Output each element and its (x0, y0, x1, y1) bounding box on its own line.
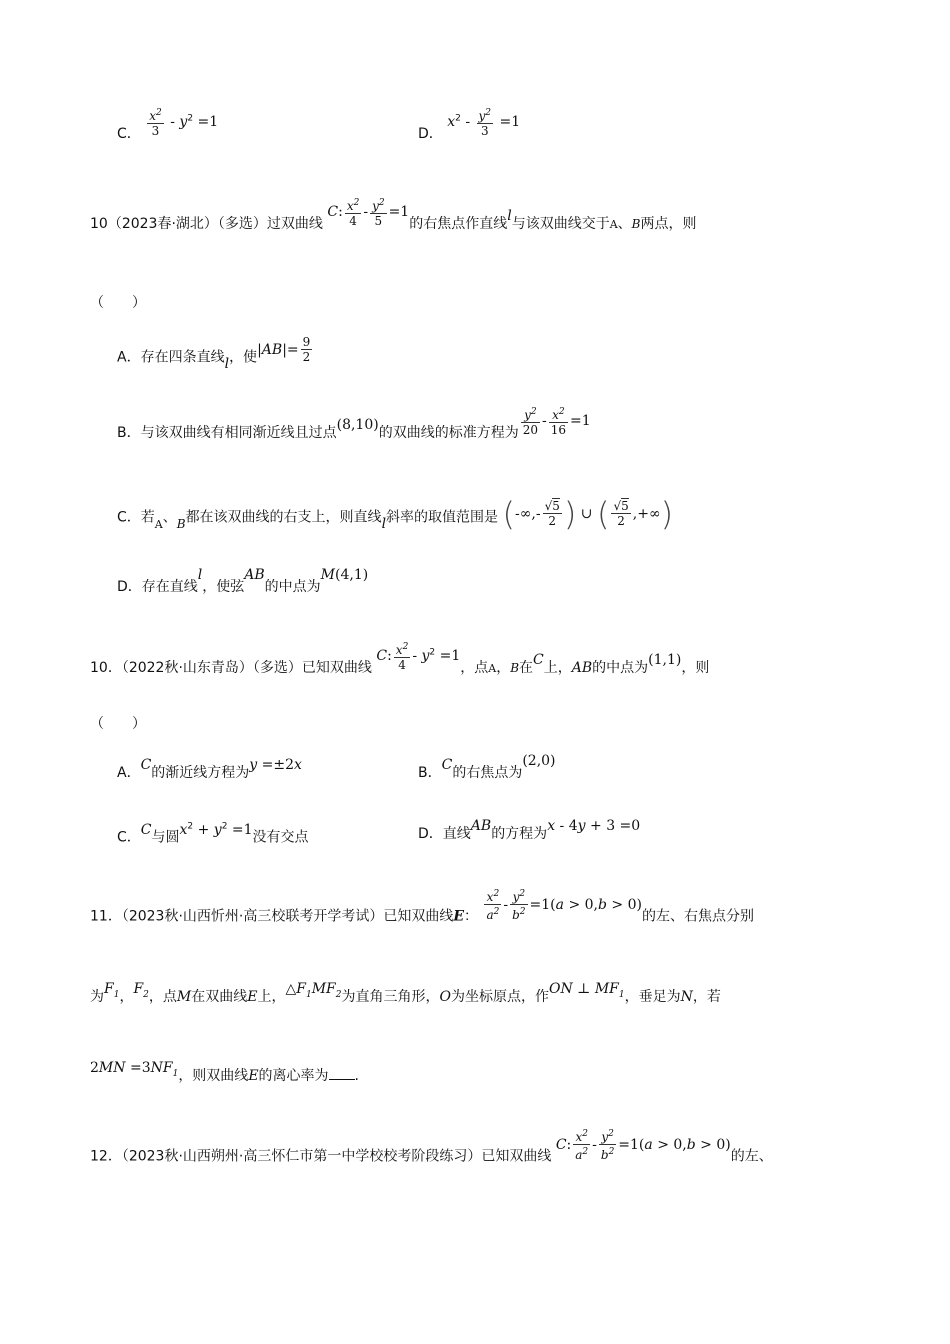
option-text: ，使 (229, 349, 258, 366)
formula: $\frac{x^2}{3}$ - $y^2 =1$ (149, 108, 219, 138)
q10a-option-c: C．若$_A$、B都在该双曲线的右支上，则直线l斜率的取值范围是 (-∞,- $\frac{√5}{2}$ ) ∪ ( $\frac{√5}{2}$ ,+∞) (117, 494, 674, 533)
option-text: 直线 (442, 826, 471, 842)
formula: M(4,1) (320, 567, 369, 583)
question-text: ，若 (692, 989, 721, 1005)
q10a-answer-paren: （ ） (90, 295, 146, 311)
formula: $x^2$ - $\frac{y^2}{3}$ =1 (447, 108, 521, 138)
curve-label: E (248, 1068, 259, 1084)
question-text: 在 (519, 660, 534, 676)
point-label: M (176, 989, 192, 1005)
q11-line2: 为$F_1$，$F_2$，点M在双曲线E上，$\triangle F_1MF_2$为直角三角形，O为坐标原点，作ON ⊥ $MF_1$，垂足为N，若 (90, 981, 721, 1005)
question-text: 为直角三角形， (341, 989, 440, 1005)
formula: C: $\frac{x^2}{4}$ - $y^2 =1$ (376, 642, 461, 672)
option-label: B． (418, 765, 442, 781)
q10a-option-d: D．存在直线l，使弦AB的中点为M(4,1) (117, 567, 369, 595)
option-label: C． (117, 509, 141, 526)
question-number: 10 (90, 216, 108, 232)
option-text: 的双曲线的标准方程为 (378, 425, 519, 441)
formula: C: $\frac{x^2}{4}$ - $\frac{y^2}{5}$ =1 (327, 198, 410, 228)
option-label: D． (418, 126, 443, 142)
question-source: （2023秋·山西朔州·高三怀仁市第一中学校校考阶段练习）已知双曲线 (121, 1148, 552, 1165)
q9-option-c (117, 108, 219, 150)
formula: x - 4y + 3 =0 (547, 818, 641, 834)
question-text: ： (464, 908, 479, 925)
question-text: ， (119, 989, 134, 1005)
question-text: ，垂足为 (624, 989, 681, 1005)
formula: (-∞,- $\frac{√5}{2}$ ) ∪ ( $\frac{√5}{2}$ ,+∞) (502, 494, 674, 533)
option-text: ，使弦 (202, 579, 245, 595)
q10b-option-a: A．C的渐近线方程为y =±2x (117, 757, 302, 781)
point-label: A (609, 218, 618, 231)
q10b-option-c: C．C与圆$x^2 + y^2 =1$没有交点 (117, 821, 309, 846)
option-label: D． (117, 579, 142, 595)
question-number: 12． (90, 1148, 122, 1165)
formula: $x^2 + y^2 =1$ (179, 821, 253, 838)
option-text: 若 (140, 509, 155, 526)
option-text: 没有交点 (252, 829, 309, 846)
question-number: 10． (90, 660, 122, 676)
formula: $\triangle F_1MF_2$ (285, 981, 342, 1000)
formula: $2MN =3NF_1$ (90, 1060, 179, 1079)
question-text: 、 (617, 216, 632, 232)
question-text: 两点，则 (640, 216, 697, 232)
point-label: O (439, 989, 451, 1005)
question-text: 与该双曲线交于 (511, 216, 610, 232)
point-label: B (631, 217, 641, 231)
option-text: 斜率的取值范围是 (386, 509, 499, 526)
q10b-option-d: D．直线AB的方程为x - 4y + 3 =0 (418, 818, 641, 842)
formula: $\frac{y^2}{20}$ - $\frac{x^2}{16}$ =1 (522, 407, 591, 437)
option-text: 的中点为 (264, 579, 321, 595)
q10b-answer-paren: （ ） (90, 716, 146, 732)
q9-option-d (418, 108, 521, 150)
option-text: 与圆 (151, 829, 180, 846)
option-text: 与该双曲线有相同渐近线且过点 (140, 425, 337, 441)
option-label: D． (418, 826, 443, 842)
formula: ON ⊥ $MF_1$ (549, 981, 625, 1000)
formula: $\frac{x^2}{a^2}$ - $\frac{y^2}{b^2}$ =1(a > 0,b > 0) (486, 889, 642, 922)
question-text: ，则双曲线 (178, 1068, 249, 1084)
q10b-option-b: B．C的右焦点为(2,0) (418, 753, 556, 781)
question-text: 为坐标原点，作 (451, 989, 549, 1005)
formula: |AB|= $\frac{9}{2}$ (257, 335, 311, 364)
question-text: 上， (257, 989, 286, 1005)
question-number: 11． (90, 908, 122, 925)
q11-stem (90, 889, 754, 934)
q11-line3 (90, 1060, 359, 1091)
option-text: 存在直线 (141, 579, 198, 595)
question-text: 在双曲线 (191, 989, 248, 1005)
q10a-stem: 10（2023春·湖北）（多选）过双曲线 C: $\frac{x^2}{4}$ - $\frac{y^2}{5}$ =1的右焦点作直线l与该双曲线交于A、B两点，则 (90, 198, 697, 232)
q12-stem (90, 1129, 773, 1174)
q10b-stem: 10．（2022秋·山东青岛）（多选）已知双曲线 C: $\frac{x^2}{4}$ - $y^2 =1$，点A，B在C上，AB的中点为(1,1)，则 (90, 642, 710, 676)
question-source: （2023春·湖北）（多选）过双曲线 (107, 216, 323, 232)
question-text: 的左、 (730, 1148, 773, 1165)
curve-label: E (247, 989, 258, 1005)
option-text: 的渐近线方程为 (151, 765, 250, 781)
answer-blank[interactable] (329, 1065, 355, 1080)
formula: y =±2x (249, 757, 302, 773)
formula: C: $\frac{x^2}{a^2}$ - $\frac{y^2}{b^2}$ =1(a > 0,b > 0) (555, 1129, 731, 1162)
point-label: N (680, 989, 693, 1005)
question-source: （2022秋·山东青岛）（多选）已知双曲线 (121, 660, 372, 676)
question-text: ，则 (681, 660, 710, 676)
option-label: A． (117, 765, 141, 781)
option-text: 的方程为 (491, 826, 548, 842)
curve-label: E (453, 908, 465, 925)
question-source: （2023秋·山西忻州·高三校联考开学考试）已知双曲线 (121, 908, 454, 925)
question-text: 的中点为 (592, 660, 649, 676)
question-text: 为 (90, 989, 104, 1005)
q10a-option-a: A．存在四条直线l，使|AB|= $\frac{9}{2}$ (117, 343, 314, 372)
option-label: B． (117, 425, 141, 441)
q10a-option-b: B．与该双曲线有相同渐近线且过点(8,10)的双曲线的标准方程为 $\frac{y^2}{20}$ - $\frac{x^2}{16}$ =1 (117, 407, 591, 441)
question-text: ， (496, 660, 511, 676)
option-text: 的右焦点为 (452, 765, 523, 781)
question-text: 的左、右焦点分别 (641, 908, 754, 925)
question-text: . (354, 1068, 359, 1084)
question-text: 的离心率为 (258, 1068, 329, 1084)
option-label: C． (117, 829, 141, 846)
question-text: 的右焦点作直线 (409, 216, 508, 232)
option-label: A． (117, 349, 141, 366)
option-text: 存在四条直线 (140, 349, 225, 366)
option-label: C． (117, 126, 141, 142)
question-text: ，点 (148, 989, 177, 1005)
option-text: 、 (162, 509, 177, 526)
question-text: ，点 (460, 660, 489, 676)
question-text: 上， (543, 660, 572, 676)
option-text: 都在该双曲线的右支上，则直线 (185, 509, 382, 526)
